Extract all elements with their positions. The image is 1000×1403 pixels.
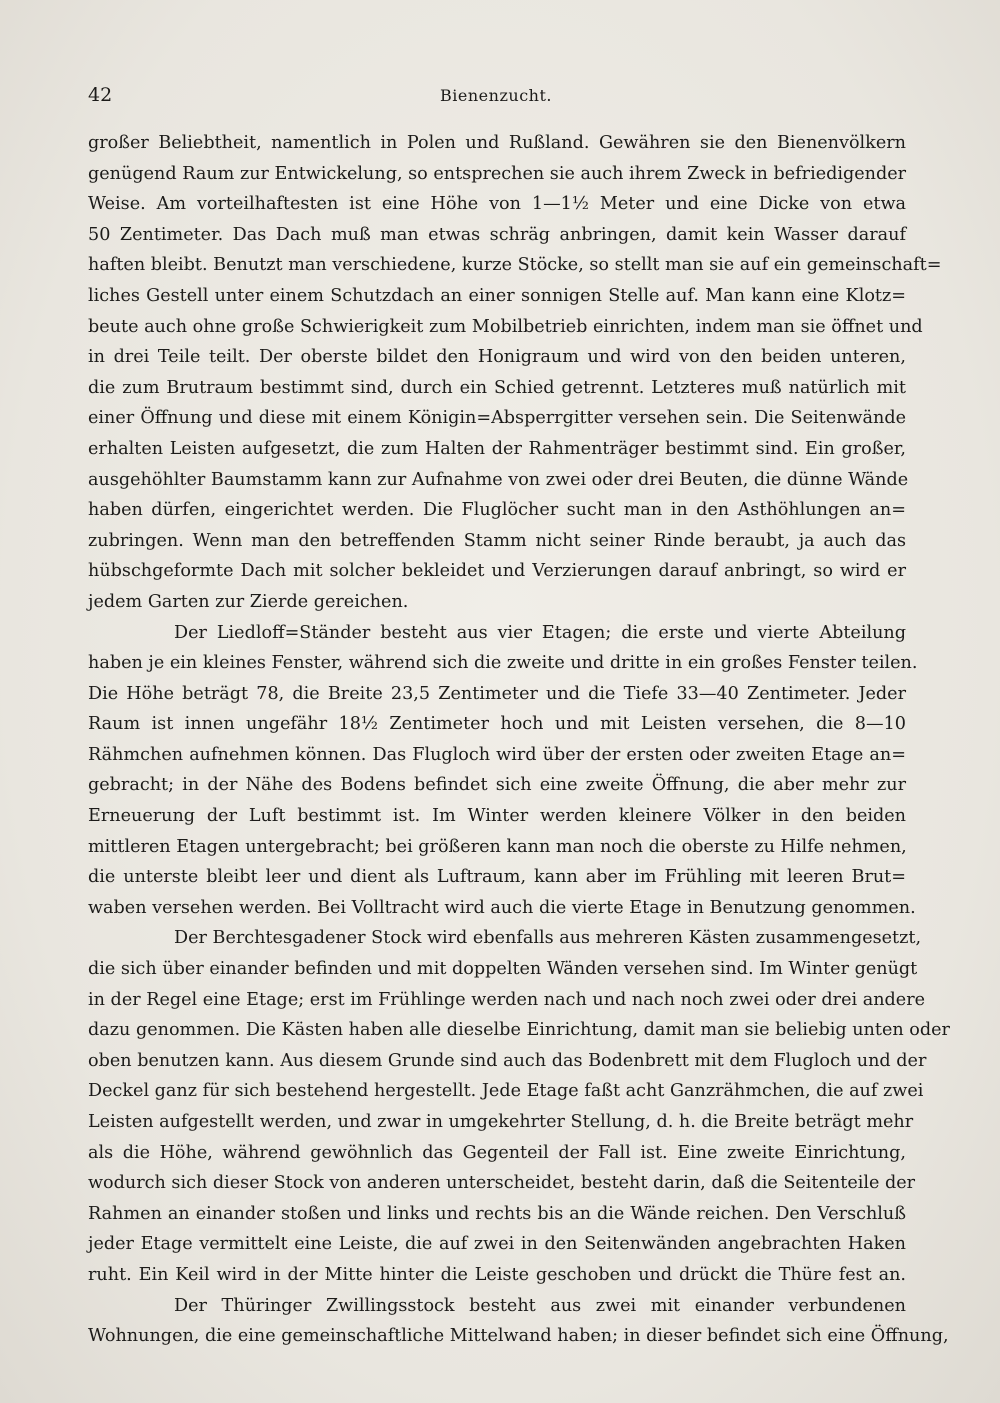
text-line: Rahmen an einander stoßen und links und rechts bis an die Wände reichen. Den Verschluß [88, 1203, 906, 1224]
text-line: Die Höhe beträgt 78, die Breite 23,5 Zentimeter und die Tiefe 33—40 Zentimeter. Jeder [88, 683, 906, 704]
text-line: als die Höhe, während gewöhnlich das Gegenteil der Fall ist. Eine zweite Einrichtung, [88, 1142, 906, 1163]
text-line: jeder Etage vermittelt eine Leiste, die auf zwei in den Seitenwänden angebrachten Haken [88, 1234, 906, 1255]
text-line: Raum ist innen ungefähr 18½ Zentimeter hoch und mit Leisten versehen, die 8—10 [88, 714, 906, 735]
text-line: einer Öffnung und diese mit einem Königin=Absperrgitter versehen sein. Die Seitenwände [88, 408, 906, 429]
text-line: genügend Raum zur Entwickelung, so entsprechen sie auch ihrem Zweck in befriedigender [88, 163, 907, 184]
running-head: Bienenzucht. [440, 86, 552, 105]
paragraph-start-line: Der Liedloff=Ständer besteht aus vier Etagen; die erste und vierte Abteilung [174, 622, 906, 643]
text-line: ausgehöhlter Baumstamm kann zur Aufnahme von zwei oder drei Beuten, die dünne Wände [88, 469, 909, 490]
text-line: großer Beliebtheit, namentlich in Polen und Rußland. Gewähren sie den Bienenvölkern [88, 133, 906, 153]
text-line: oben benutzen kann. Aus diesem Grunde sind auch das Bodenbrett mit dem Flugloch und der [88, 1050, 927, 1071]
paragraph-start-line: Der Berchtesgadener Stock wird ebenfalls aus mehreren Kästen zusammengesetzt, [174, 928, 922, 949]
text-line: gebracht; in der Nähe des Bodens befindet sich eine zweite Öffnung, die aber mehr zur [88, 775, 906, 796]
text-line: wodurch sich dieser Stock von anderen unterscheidet, besteht darin, daß die Seitenteile der [88, 1173, 916, 1194]
paragraph-end-line: ruht. Ein Keil wird in der Mitte hinter die Leiste geschoben und drückt die Thüre fest an. [88, 1264, 906, 1285]
text-line: haften bleibt. Benutzt man verschiedene, kurze Stöcke, so stellt man sie auf ein gemeinschaft= [88, 255, 942, 276]
text-line: Deckel ganz für sich bestehend hergestellt. Jede Etage faßt acht Ganzrähmchen, die auf zwei [88, 1081, 924, 1102]
paragraph-end-line: jedem Garten zur Zierde gereichen. [88, 591, 409, 612]
text-line: in der Regel eine Etage; erst im Frühlinge werden nach und nach noch zwei oder drei andere [88, 989, 926, 1010]
text-line: Rähmchen aufnehmen können. Das Flugloch wird über der ersten oder zweiten Etage an= [88, 744, 906, 765]
text-line: 50 Zentimeter. Das Dach muß man etwas schräg anbringen, damit kein Wasser darauf [88, 224, 906, 245]
page-number: 42 [88, 84, 113, 106]
text-line: Weise. Am vorteilhaftesten ist eine Höhe von 1—1½ Meter und eine Dicke von etwa [88, 194, 906, 215]
text-line: haben dürfen, eingerichtet werden. Die Fluglöcher sucht man in den Asthöhlungen an= [88, 500, 906, 521]
body-text [88, 128, 950, 1352]
text-line: Wohnungen, die eine gemeinschaftliche Mittelwand haben; in dieser befindet sich eine Öffnung, [88, 1326, 949, 1347]
text-line: hübschgeformte Dach mit solcher bekleidet und Verzierungen darauf anbringt, so wird er [88, 561, 906, 582]
text-line: zubringen. Wenn man den betreffenden Stamm nicht seiner Rinde beraubt, ja auch das [88, 530, 906, 551]
text-line: in drei Teile teilt. Der oberste bildet den Honigraum und wird von den beiden unteren, [88, 347, 906, 368]
text-line: Leisten aufgestellt werden, und zwar in umgekehrter Stellung, d. h. die Breite beträgt mehr [88, 1112, 914, 1132]
text-line: dazu genommen. Die Kästen haben alle dieselbe Einrichtung, damit man sie beliebig unten oder [88, 1020, 950, 1041]
page-header [88, 84, 904, 110]
text-line: liches Gestell unter einem Schutzdach an einer sonnigen Stelle auf. Man kann eine Klotz= [88, 285, 906, 306]
text-line: erhalten Leisten aufgesetzt, die zum Halten der Rahmenträger bestimmt sind. Ein großer, [88, 438, 906, 459]
text-line: die zum Brutraum bestimmt sind, durch ein Schied getrennt. Letzteres muß natürlich mit [88, 377, 906, 398]
paragraph-end-line: waben versehen werden. Bei Volltracht wird auch die vierte Etage in Benutzung genommen. [88, 897, 916, 918]
text-line: haben je ein kleines Fenster, während sich die zweite und dritte in ein großes Fenster teilen. [88, 653, 918, 674]
text-line: Erneuerung der Luft bestimmt ist. Im Winter werden kleinere Völker in den beiden [88, 806, 906, 827]
text-line: mittleren Etagen untergebracht; bei größeren kann man noch die oberste zu Hilfe nehmen, [88, 836, 907, 857]
text-line: die unterste bleibt leer und dient als Luftraum, kann aber im Frühling mit leeren Brut= [88, 867, 906, 888]
text-line: beute auch ohne große Schwierigkeit zum Mobilbetrieb einrichten, indem man sie öffnet und [88, 316, 923, 337]
paragraph-start-line: Der Thüringer Zwillingsstock besteht aus zwei mit einander verbundenen [174, 1295, 906, 1316]
text-line: die sich über einander befinden und mit doppelten Wänden versehen sind. Im Winter genügt [88, 959, 918, 980]
